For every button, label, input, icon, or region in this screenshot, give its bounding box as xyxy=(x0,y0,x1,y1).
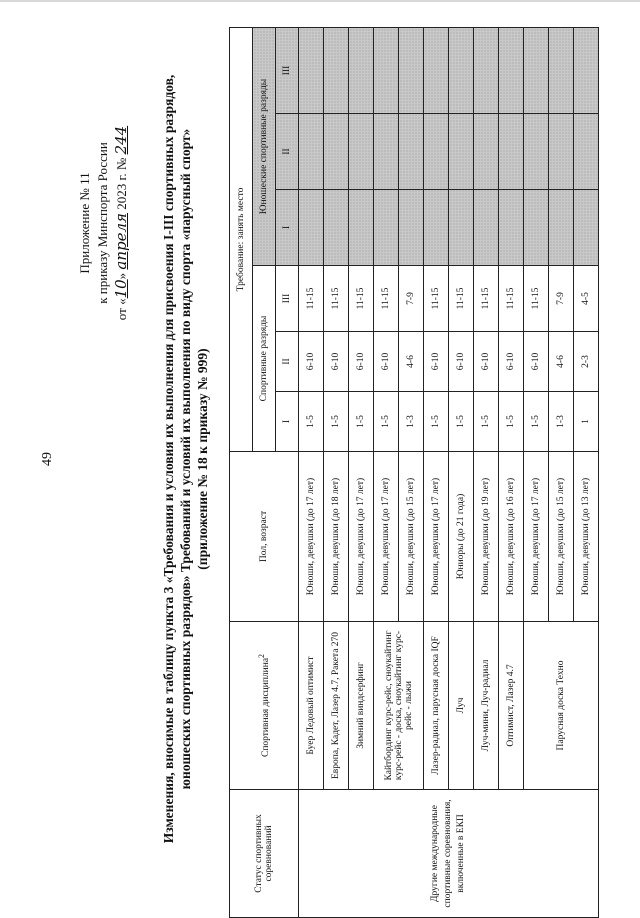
rank-ii-cell: 4-6 xyxy=(549,332,574,392)
header-status: Статус спортивных соревнований xyxy=(230,790,299,918)
youth-iii-cell xyxy=(574,28,599,114)
rank-iii-cell: 11-15 xyxy=(374,266,399,332)
youth-i-cell xyxy=(524,190,549,266)
youth-i-cell xyxy=(324,190,349,266)
youth-iii-cell xyxy=(499,28,524,114)
youth-i-cell xyxy=(574,190,599,266)
youth-i-cell xyxy=(499,190,524,266)
youth-i-cell xyxy=(349,190,374,266)
youth-iii-cell xyxy=(424,28,449,114)
rank-i-cell: 1-5 xyxy=(374,392,399,452)
appendix-line: Приложение № 11 xyxy=(77,172,92,274)
gender-age-cell: Юноши, девушки (до 15 лет) xyxy=(399,452,424,622)
header-sport-ranks: Спортивные разряды xyxy=(253,266,276,452)
discipline-cell: Европа, Кадет, Лазер 4.7, Ракета 270 xyxy=(324,622,349,790)
header-gender-age: Пол, возраст xyxy=(230,452,299,622)
gender-age-cell: Юноши, девушки (до 17 лет) xyxy=(349,452,374,622)
youth-ii-cell xyxy=(499,114,524,190)
youth-ii-cell xyxy=(399,114,424,190)
rank-i-cell: 1-5 xyxy=(324,392,349,452)
document-title xyxy=(160,20,211,898)
youth-ii-cell xyxy=(374,114,399,190)
header-youth-ranks: Юношеские спортивные разряды xyxy=(253,28,276,266)
youth-iii-cell xyxy=(524,28,549,114)
rank-i-cell: 1-5 xyxy=(474,392,499,452)
rank-ii-cell: 6-10 xyxy=(324,332,349,392)
youth-ii-cell xyxy=(299,114,324,190)
header-rank-ii: II xyxy=(276,332,299,392)
rank-i-cell: 1-3 xyxy=(399,392,424,452)
youth-ii-cell xyxy=(474,114,499,190)
youth-iii-cell xyxy=(324,28,349,114)
rank-ii-cell: 6-10 xyxy=(524,332,549,392)
rank-iii-cell: 7-9 xyxy=(399,266,424,332)
gender-age-cell: Юноши, девушки (до 17 лет) xyxy=(524,452,549,622)
rank-ii-cell: 6-10 xyxy=(499,332,524,392)
gender-age-cell: Юноши, девушки (до 13 лет) xyxy=(574,452,599,622)
discipline-cell: Зимний виндсерфинг xyxy=(349,622,374,790)
youth-iii-cell xyxy=(549,28,574,114)
appendix-header xyxy=(76,28,131,418)
rank-iii-cell: 11-15 xyxy=(299,266,324,332)
rank-iii-cell: 11-15 xyxy=(524,266,549,332)
header-youth-rank-iii: III xyxy=(276,28,299,114)
youth-i-cell xyxy=(549,190,574,266)
youth-iii-cell xyxy=(399,28,424,114)
rank-i-cell: 1-5 xyxy=(449,392,474,452)
youth-ii-cell xyxy=(549,114,574,190)
date-mid: » xyxy=(114,272,129,280)
youth-iii-cell xyxy=(449,28,474,114)
youth-iii-cell xyxy=(349,28,374,114)
youth-ii-cell xyxy=(449,114,474,190)
discipline-cell: Луч-мини, Луч-радиал xyxy=(474,622,499,790)
gender-age-cell: Юноши, девушки (до 15 лет) xyxy=(549,452,574,622)
table-row xyxy=(474,28,499,918)
rank-i-cell: 1-5 xyxy=(524,392,549,452)
rank-i-cell: 1-5 xyxy=(349,392,374,452)
rank-ii-cell: 6-10 xyxy=(449,332,474,392)
youth-iii-cell xyxy=(374,28,399,114)
handwritten-month: апреля xyxy=(112,213,130,270)
footnote-marker: 2 xyxy=(256,653,266,658)
gender-age-cell: Юноши, девушки (до 18 лет) xyxy=(324,452,349,622)
title-line-2: юношеских спортивных разрядов» Требований и условий их выполнения по виду спорта «парусный спорт» xyxy=(178,128,193,790)
rank-ii-cell: 6-10 xyxy=(374,332,399,392)
gender-age-cell: Юноши, девушки (до 17 лет) xyxy=(374,452,399,622)
youth-ii-cell xyxy=(324,114,349,190)
rank-iii-cell: 11-15 xyxy=(474,266,499,332)
youth-i-cell xyxy=(424,190,449,266)
order-date-line xyxy=(112,28,131,418)
rank-ii-cell: 4-6 xyxy=(399,332,424,392)
header-discipline xyxy=(230,622,299,790)
handwritten-number: 244 xyxy=(112,125,130,155)
youth-ii-cell xyxy=(349,114,374,190)
rank-ii-cell: 6-10 xyxy=(349,332,374,392)
discipline-cell: Парусная доска Техно xyxy=(524,622,599,790)
rank-ii-cell: 6-10 xyxy=(424,332,449,392)
page-number: 49 xyxy=(40,452,55,466)
status-cell: Другие международные спортивные соревнования, включенные в ЕКП xyxy=(299,790,599,918)
discipline-cell: Оптимист, Лазер 4.7 xyxy=(499,622,524,790)
discipline-cell: Луч xyxy=(449,622,474,790)
gender-age-cell: Юноши, девушки (до 17 лет) xyxy=(299,452,324,622)
youth-iii-cell xyxy=(474,28,499,114)
gender-age-cell: Юноши, девушки (до 17 лет) xyxy=(424,452,449,622)
rank-iii-cell: 11-15 xyxy=(499,266,524,332)
title-line-1: Изменения, вносимые в таблицу пункта 3 «Требования и условия их выполнения для присвоения I-III спортивных разрядов, xyxy=(161,74,176,844)
rank-i-cell: 1 xyxy=(574,392,599,452)
table-row xyxy=(524,28,549,918)
table-row xyxy=(324,28,349,918)
gender-age-cell: Юниоры (до 21 года) xyxy=(449,452,474,622)
table-row xyxy=(424,28,449,918)
header-rank-iii: III xyxy=(276,266,299,332)
youth-i-cell xyxy=(374,190,399,266)
rank-i-cell: 1-3 xyxy=(549,392,574,452)
rank-iii-cell: 11-15 xyxy=(349,266,374,332)
rank-i-cell: 1-5 xyxy=(424,392,449,452)
discipline-cell: Кайтбординг курс-рейс, сноукайтинг курс-рейс - доска, сноукайтинг курс-рейс - лыжи xyxy=(374,622,424,790)
rank-iii-cell: 11-15 xyxy=(449,266,474,332)
table-row xyxy=(449,28,474,918)
youth-i-cell xyxy=(449,190,474,266)
header-rank-i: I xyxy=(276,392,299,452)
rank-iii-cell: 4-5 xyxy=(574,266,599,332)
title-line-3: (приложение № 18 к приказу № 999) xyxy=(195,348,210,570)
rank-i-cell: 1-5 xyxy=(499,392,524,452)
gender-age-cell: Юноши, девушки (до 16 лет) xyxy=(499,452,524,622)
table-row xyxy=(349,28,374,918)
youth-ii-cell xyxy=(424,114,449,190)
youth-i-cell xyxy=(474,190,499,266)
table-row xyxy=(299,28,324,918)
discipline-cell: Лазер-радиал, парусная доска IQF xyxy=(424,622,449,790)
youth-iii-cell xyxy=(299,28,324,114)
rank-i-cell: 1-5 xyxy=(299,392,324,452)
rank-iii-cell: 11-15 xyxy=(424,266,449,332)
youth-i-cell xyxy=(299,190,324,266)
gender-age-cell: Юноши, девушки (до 19 лет) xyxy=(474,452,499,622)
date-suffix: 2023 г. № xyxy=(114,157,129,210)
youth-ii-cell xyxy=(574,114,599,190)
header-discipline-text: Спортивная дисциплина xyxy=(261,657,272,758)
requirements-table xyxy=(229,27,599,918)
handwritten-day: 10 xyxy=(112,279,130,299)
header-youth-rank-i: I xyxy=(276,190,299,266)
table-row xyxy=(374,28,399,918)
discipline-cell: Буер Ледовый оптимист xyxy=(299,622,324,790)
youth-ii-cell xyxy=(524,114,549,190)
table-row xyxy=(499,28,524,918)
rank-iii-cell: 11-15 xyxy=(324,266,349,332)
date-prefix: от « xyxy=(114,298,129,321)
rank-ii-cell: 2-3 xyxy=(574,332,599,392)
rank-ii-cell: 6-10 xyxy=(474,332,499,392)
rank-ii-cell: 6-10 xyxy=(299,332,324,392)
header-requirement: Требование: занять место xyxy=(230,28,253,452)
order-reference: к приказу Минспорта России xyxy=(95,142,110,304)
header-youth-rank-ii: II xyxy=(276,114,299,190)
youth-i-cell xyxy=(399,190,424,266)
rank-iii-cell: 7-9 xyxy=(549,266,574,332)
